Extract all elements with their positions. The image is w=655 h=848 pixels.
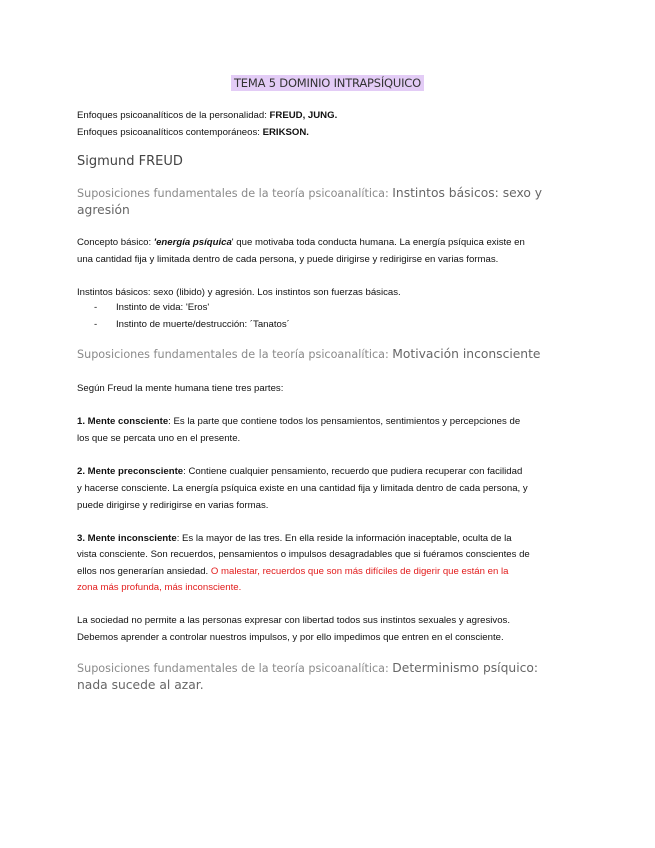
list-item-text: Instinto de muerte/destrucción: ´Tanatos´ (116, 319, 290, 330)
page-title: TEMA 5 DOMINIO INTRAPSÍQUICO (231, 75, 424, 91)
mente-2-line-1 (77, 463, 522, 480)
mente-1-line-1 (77, 413, 520, 430)
subheading-instintos-rest: Instintos básicos: sexo y agresión (77, 186, 543, 217)
section-heading-freud: Sigmund FREUD (77, 154, 183, 169)
mente-2-line-3: puede dirigirse y redirigirse en varias formas. (77, 500, 269, 511)
subheading-motivacion-rest: Motivación inconsciente (392, 347, 541, 361)
mente-3-line-1 (77, 530, 512, 547)
mente-2-bold: 2. Mente preconsciente (77, 466, 184, 477)
mente-3-red-text-2: zona más profunda, más inconsciente. (77, 582, 242, 593)
mente-intro: Según Freud la mente humana tiene tres partes: (77, 383, 284, 394)
intro-line-1-text: Enfoques psicoanalíticos de la personalidad: (77, 110, 270, 121)
mente-3-bold: 3. Mente inconsciente (77, 533, 177, 544)
subheading-instintos-lead: Suposiciones fundamentales de la teoría psicoanalítica: (77, 187, 393, 200)
subheading-determinismo-rest: Determinismo psíquico: nada sucede al azar. (77, 661, 539, 692)
mente-1-text-1: : Es la parte que contiene todos los pensamientos, sentimientos y percepciones de (168, 416, 521, 427)
intro-line-2-bold: ERIKSON. (262, 127, 309, 138)
concepto-line-1 (77, 234, 525, 251)
intro-line-1-bold: FREUD, JUNG. (269, 110, 338, 121)
mente-3-text-1: : Es la mayor de las tres. En ella reside la información inaceptable, oculta de la (176, 533, 512, 544)
list-item-text: Instinto de vida: 'Eros' (116, 302, 210, 313)
mente-2-text-1: : Contiene cualquier pensamiento, recuerdo que pudiera recuperar con facilidad (183, 466, 523, 477)
concepto-label: Concepto básico: (77, 237, 154, 248)
mente-2-line-2: y hacerse consciente. La energía psíquica existe en una cantidad fija y limitada dentro de cada persona, y (77, 483, 528, 494)
list-item (94, 316, 290, 333)
title-container (0, 74, 655, 92)
mente-3-line-3 (77, 563, 508, 580)
mente-3-red-text-1: O malestar, recuerdos que son más difíciles de digerir que están en la (210, 566, 509, 577)
subheading-determinismo (77, 660, 567, 694)
list-dash: - (94, 319, 98, 330)
intro-line-1 (77, 107, 337, 124)
intro-line-2-text: Enfoques psicoanalíticos contemporáneos: (77, 127, 263, 138)
subheading-motivacion (77, 346, 577, 363)
list-item (94, 299, 209, 316)
concepto-line-2: una cantidad fija y limitada dentro de cada persona, y puede dirigirse y redirigirse en varias formas. (77, 254, 499, 265)
subheading-instintos (77, 185, 577, 219)
concepto-bold-italic: 'energía psíquica (153, 237, 232, 248)
subheading-determinismo-lead: Suposiciones fundamentales de la teoría psicoanalítica: (77, 662, 393, 675)
subheading-motivacion-lead: Suposiciones fundamentales de la teoría psicoanalítica: (77, 348, 393, 361)
mente-3-line-2: vista consciente. Son recuerdos, pensamientos o impulsos desagradables que si fuéramos conscientes de (77, 549, 530, 560)
sociedad-line-1: La sociedad no permite a las personas expresar con libertad todos sus instintos sexuales y agresivos. (77, 615, 511, 626)
concepto-text-1: ' que motivaba toda conducta humana. La energía psíquica existe en (231, 237, 525, 248)
mente-1-line-2: los que se percata uno en el presente. (77, 433, 241, 444)
mente-1-bold: 1. Mente consciente (77, 416, 169, 427)
intro-line-2 (77, 124, 309, 141)
instintos-line: Instintos básicos: sexo (libido) y agresión. Los instintos son fuerzas básicas. (77, 287, 401, 298)
mente-3-text-3: ellos nos generarían ansiedad. (77, 566, 211, 577)
list-dash: - (94, 302, 98, 313)
sociedad-line-2: Debemos aprender a controlar nuestros impulsos, y por ello impedimos que entren en el consciente. (77, 632, 504, 643)
